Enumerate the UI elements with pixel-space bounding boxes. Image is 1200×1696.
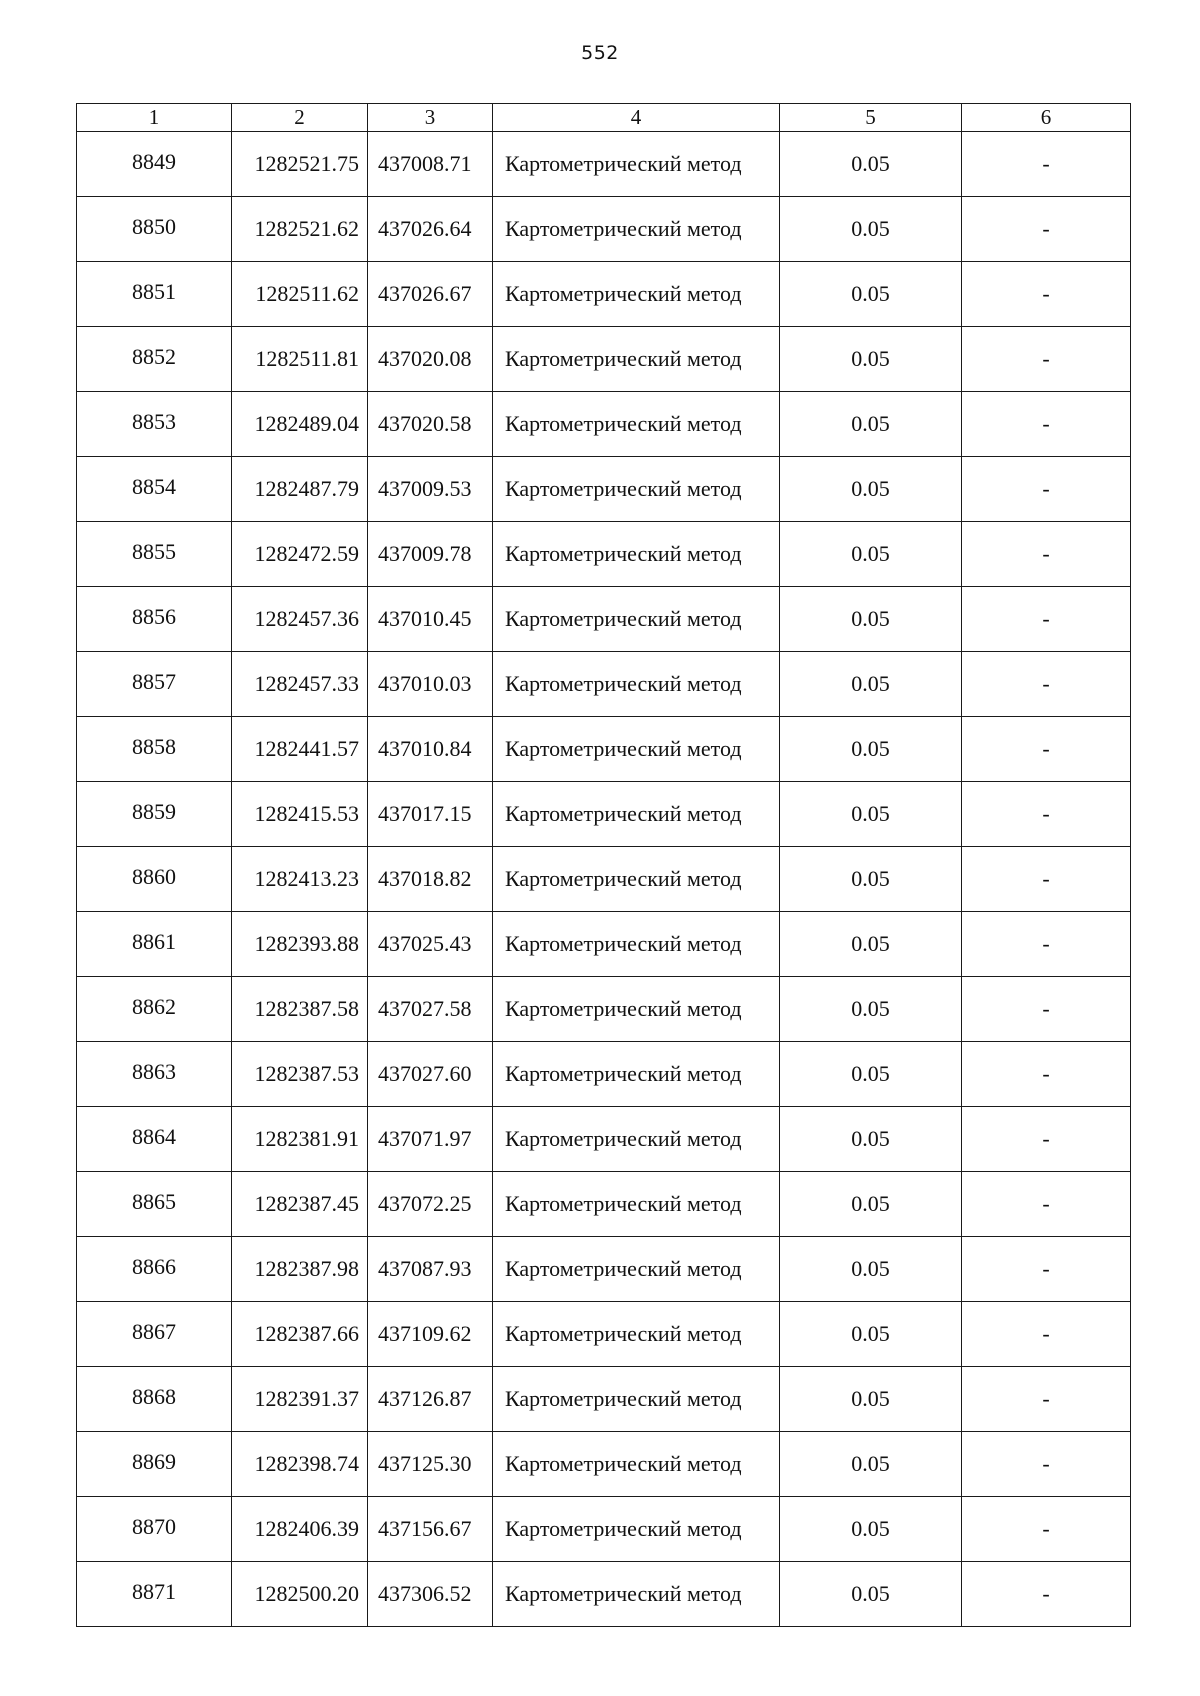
x-coordinate-cell: 1282500.20	[232, 1562, 368, 1627]
y-coordinate-cell: 437020.08	[368, 327, 493, 392]
note-cell: -	[962, 587, 1131, 652]
table-row	[77, 1302, 1131, 1367]
accuracy-cell: 0.05	[780, 327, 962, 392]
accuracy-cell: 0.05	[780, 652, 962, 717]
method-cell: Картометрический метод	[493, 1042, 780, 1107]
note-cell: -	[962, 717, 1131, 782]
header-col-6: 6	[962, 104, 1131, 132]
x-coordinate-cell: 1282387.98	[232, 1237, 368, 1302]
y-coordinate-cell: 437009.53	[368, 457, 493, 522]
y-coordinate-cell: 437087.93	[368, 1237, 493, 1302]
note-cell: -	[962, 457, 1131, 522]
table-row	[77, 1042, 1131, 1107]
table-row	[77, 132, 1131, 197]
accuracy-cell: 0.05	[780, 847, 962, 912]
method-cell: Картометрический метод	[493, 1432, 780, 1497]
y-coordinate-cell: 437027.58	[368, 977, 493, 1042]
point-number-cell: 8853	[77, 392, 232, 457]
note-cell: -	[962, 1172, 1131, 1237]
header-col-5: 5	[780, 104, 962, 132]
x-coordinate-cell: 1282381.91	[232, 1107, 368, 1172]
x-coordinate-cell: 1282387.66	[232, 1302, 368, 1367]
table-row	[77, 782, 1131, 847]
method-cell: Картометрический метод	[493, 1497, 780, 1562]
header-col-4: 4	[493, 104, 780, 132]
x-coordinate-cell: 1282489.04	[232, 392, 368, 457]
point-number-cell: 8864	[77, 1107, 232, 1172]
note-cell: -	[962, 1237, 1131, 1302]
y-coordinate-cell: 437009.78	[368, 522, 493, 587]
method-cell: Картометрический метод	[493, 392, 780, 457]
y-coordinate-cell: 437026.64	[368, 197, 493, 262]
note-cell: -	[962, 1562, 1131, 1627]
accuracy-cell: 0.05	[780, 1042, 962, 1107]
method-cell: Картометрический метод	[493, 1302, 780, 1367]
method-cell: Картометрический метод	[493, 1562, 780, 1627]
accuracy-cell: 0.05	[780, 912, 962, 977]
note-cell: -	[962, 1367, 1131, 1432]
method-cell: Картометрический метод	[493, 197, 780, 262]
accuracy-cell: 0.05	[780, 977, 962, 1042]
accuracy-cell: 0.05	[780, 1497, 962, 1562]
y-coordinate-cell: 437156.67	[368, 1497, 493, 1562]
accuracy-cell: 0.05	[780, 132, 962, 197]
method-cell: Картометрический метод	[493, 1237, 780, 1302]
table-row	[77, 1237, 1131, 1302]
accuracy-cell: 0.05	[780, 1237, 962, 1302]
point-number-cell: 8857	[77, 652, 232, 717]
table-row	[77, 197, 1131, 262]
accuracy-cell: 0.05	[780, 1107, 962, 1172]
note-cell: -	[962, 132, 1131, 197]
header-col-1: 1	[77, 104, 232, 132]
method-cell: Картометрический метод	[493, 717, 780, 782]
note-cell: -	[962, 1302, 1131, 1367]
y-coordinate-cell: 437125.30	[368, 1432, 493, 1497]
header-col-2: 2	[232, 104, 368, 132]
note-cell: -	[962, 1497, 1131, 1562]
method-cell: Картометрический метод	[493, 262, 780, 327]
y-coordinate-cell: 437020.58	[368, 392, 493, 457]
table-row	[77, 1367, 1131, 1432]
table-row	[77, 457, 1131, 522]
x-coordinate-cell: 1282521.62	[232, 197, 368, 262]
accuracy-cell: 0.05	[780, 587, 962, 652]
y-coordinate-cell: 437010.45	[368, 587, 493, 652]
point-number-cell: 8856	[77, 587, 232, 652]
table-row	[77, 327, 1131, 392]
table-row	[77, 392, 1131, 457]
table-row	[77, 1562, 1131, 1627]
accuracy-cell: 0.05	[780, 392, 962, 457]
note-cell: -	[962, 327, 1131, 392]
accuracy-cell: 0.05	[780, 1432, 962, 1497]
x-coordinate-cell: 1282511.62	[232, 262, 368, 327]
y-coordinate-cell: 437010.03	[368, 652, 493, 717]
x-coordinate-cell: 1282457.36	[232, 587, 368, 652]
accuracy-cell: 0.05	[780, 1302, 962, 1367]
note-cell: -	[962, 1432, 1131, 1497]
y-coordinate-cell: 437025.43	[368, 912, 493, 977]
y-coordinate-cell: 437010.84	[368, 717, 493, 782]
x-coordinate-cell: 1282387.58	[232, 977, 368, 1042]
point-number-cell: 8870	[77, 1497, 232, 1562]
table-row	[77, 847, 1131, 912]
x-coordinate-cell: 1282393.88	[232, 912, 368, 977]
point-number-cell: 8866	[77, 1237, 232, 1302]
x-coordinate-cell: 1282391.37	[232, 1367, 368, 1432]
y-coordinate-cell: 437109.62	[368, 1302, 493, 1367]
table-row	[77, 587, 1131, 652]
point-number-cell: 8860	[77, 847, 232, 912]
point-number-cell: 8865	[77, 1172, 232, 1237]
header-col-3: 3	[368, 104, 493, 132]
note-cell: -	[962, 847, 1131, 912]
point-number-cell: 8852	[77, 327, 232, 392]
x-coordinate-cell: 1282413.23	[232, 847, 368, 912]
method-cell: Картометрический метод	[493, 1172, 780, 1237]
y-coordinate-cell: 437072.25	[368, 1172, 493, 1237]
point-number-cell: 8862	[77, 977, 232, 1042]
point-number-cell: 8868	[77, 1367, 232, 1432]
x-coordinate-cell: 1282472.59	[232, 522, 368, 587]
x-coordinate-cell: 1282441.57	[232, 717, 368, 782]
note-cell: -	[962, 262, 1131, 327]
page-number: 552	[581, 42, 619, 64]
table-body	[77, 132, 1131, 1627]
table-row	[77, 912, 1131, 977]
x-coordinate-cell: 1282406.39	[232, 1497, 368, 1562]
point-number-cell: 8861	[77, 912, 232, 977]
note-cell: -	[962, 782, 1131, 847]
method-cell: Картометрический метод	[493, 522, 780, 587]
point-number-cell: 8849	[77, 132, 232, 197]
accuracy-cell: 0.05	[780, 1172, 962, 1237]
y-coordinate-cell: 437018.82	[368, 847, 493, 912]
y-coordinate-cell: 437027.60	[368, 1042, 493, 1107]
note-cell: -	[962, 197, 1131, 262]
accuracy-cell: 0.05	[780, 522, 962, 587]
note-cell: -	[962, 1107, 1131, 1172]
y-coordinate-cell: 437008.71	[368, 132, 493, 197]
x-coordinate-cell: 1282511.81	[232, 327, 368, 392]
note-cell: -	[962, 1042, 1131, 1107]
y-coordinate-cell: 437126.87	[368, 1367, 493, 1432]
point-number-cell: 8854	[77, 457, 232, 522]
accuracy-cell: 0.05	[780, 1367, 962, 1432]
table-row	[77, 1497, 1131, 1562]
point-number-cell: 8858	[77, 717, 232, 782]
table-row	[77, 1172, 1131, 1237]
x-coordinate-cell: 1282398.74	[232, 1432, 368, 1497]
header-row	[77, 104, 1131, 132]
x-coordinate-cell: 1282387.45	[232, 1172, 368, 1237]
note-cell: -	[962, 522, 1131, 587]
point-number-cell: 8869	[77, 1432, 232, 1497]
accuracy-cell: 0.05	[780, 1562, 962, 1627]
note-cell: -	[962, 652, 1131, 717]
table-row	[77, 262, 1131, 327]
method-cell: Картометрический метод	[493, 1367, 780, 1432]
note-cell: -	[962, 912, 1131, 977]
method-cell: Картометрический метод	[493, 652, 780, 717]
accuracy-cell: 0.05	[780, 197, 962, 262]
point-number-cell: 8850	[77, 197, 232, 262]
method-cell: Картометрический метод	[493, 977, 780, 1042]
table-row	[77, 717, 1131, 782]
x-coordinate-cell: 1282521.75	[232, 132, 368, 197]
x-coordinate-cell: 1282415.53	[232, 782, 368, 847]
note-cell: -	[962, 977, 1131, 1042]
coordinates-table	[76, 103, 1131, 1627]
accuracy-cell: 0.05	[780, 717, 962, 782]
y-coordinate-cell: 437306.52	[368, 1562, 493, 1627]
point-number-cell: 8867	[77, 1302, 232, 1367]
accuracy-cell: 0.05	[780, 782, 962, 847]
x-coordinate-cell: 1282457.33	[232, 652, 368, 717]
table-row	[77, 1107, 1131, 1172]
point-number-cell: 8859	[77, 782, 232, 847]
y-coordinate-cell: 437017.15	[368, 782, 493, 847]
table-row	[77, 522, 1131, 587]
x-coordinate-cell: 1282487.79	[232, 457, 368, 522]
accuracy-cell: 0.05	[780, 262, 962, 327]
method-cell: Картометрический метод	[493, 457, 780, 522]
point-number-cell: 8851	[77, 262, 232, 327]
accuracy-cell: 0.05	[780, 457, 962, 522]
method-cell: Картометрический метод	[493, 1107, 780, 1172]
table-row	[77, 977, 1131, 1042]
method-cell: Картометрический метод	[493, 327, 780, 392]
method-cell: Картометрический метод	[493, 587, 780, 652]
point-number-cell: 8855	[77, 522, 232, 587]
x-coordinate-cell: 1282387.53	[232, 1042, 368, 1107]
method-cell: Картометрический метод	[493, 912, 780, 977]
method-cell: Картометрический метод	[493, 847, 780, 912]
method-cell: Картометрический метод	[493, 782, 780, 847]
method-cell: Картометрический метод	[493, 132, 780, 197]
y-coordinate-cell: 437071.97	[368, 1107, 493, 1172]
note-cell: -	[962, 392, 1131, 457]
table-row	[77, 1432, 1131, 1497]
y-coordinate-cell: 437026.67	[368, 262, 493, 327]
point-number-cell: 8863	[77, 1042, 232, 1107]
table-row	[77, 652, 1131, 717]
point-number-cell: 8871	[77, 1562, 232, 1627]
